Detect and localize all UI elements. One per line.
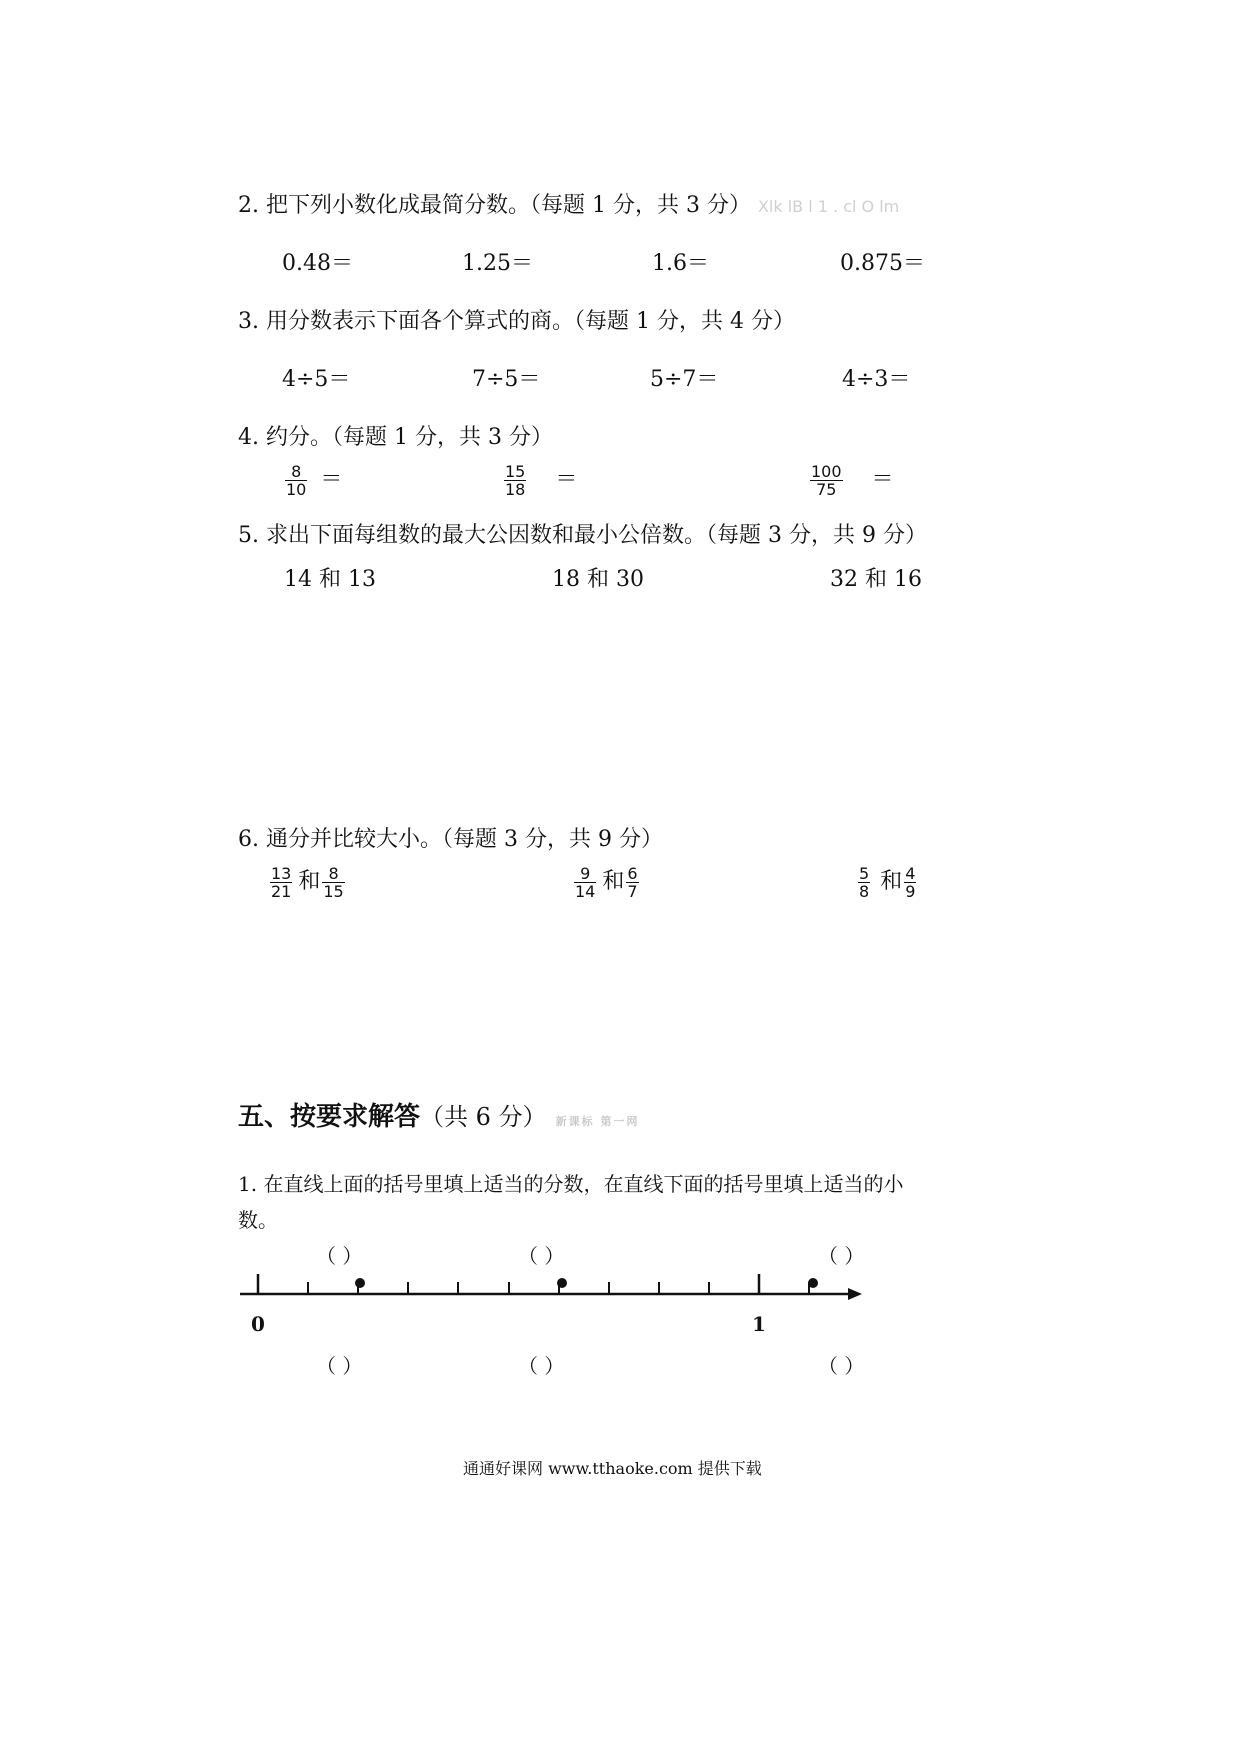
q3-item-1: 4÷5＝	[282, 367, 351, 392]
point-1	[355, 1278, 365, 1288]
fraction: $\frac{9}{14}$	[575, 863, 596, 901]
fraction: $\frac{100}{75}$	[811, 461, 842, 499]
watermark-text: 新课标 第一网	[555, 1115, 640, 1128]
fraction: $\frac{5}{8}$	[859, 863, 870, 901]
answer-bracket-top-2: （ ）	[518, 1244, 565, 1268]
answer-bracket-bottom-2: （ ）	[518, 1354, 565, 1378]
q2-item-4: 0.875＝	[840, 251, 925, 276]
q6-item-3: $\frac{5}{8}$ 和 $\frac{4}{9}$	[859, 863, 916, 901]
answer-bracket-bottom-3: （ ）	[818, 1354, 865, 1378]
q3-item-3: 5÷7＝	[650, 367, 719, 392]
arrow-head-icon	[848, 1288, 862, 1300]
q3-item-4: 4÷3＝	[842, 367, 911, 392]
footer-text: 通通好课网 www.tthaoke.com 提供下载	[463, 1459, 762, 1478]
fraction: $\frac{13}{21}$	[271, 863, 292, 901]
answer-bracket-top-1: （ ）	[316, 1244, 363, 1268]
fraction: $\frac{6}{7}$	[627, 863, 638, 901]
watermark-text: Xlk lB l 1 . cl O lm	[757, 197, 900, 216]
section-heading: 五、按要求解答（共 6 分） 新课标 第一网	[238, 1102, 640, 1132]
answer-bracket-top-3: （ ）	[818, 1244, 865, 1268]
fraction: $\frac{4}{9}$	[905, 863, 916, 901]
number-line	[230, 1264, 880, 1314]
q2-item-2: 1.25＝	[462, 251, 533, 276]
q4-title: 4. 约分。（每题 1 分，共 3 分）	[238, 425, 553, 450]
fraction: $\frac{15}{18}$	[505, 461, 526, 499]
q5-item-1: 14 和 13	[284, 567, 376, 592]
q4-item-1: $\frac{8}{10}$ ＝	[286, 461, 343, 499]
q4-item-3: $\frac{100}{75}$ ＝	[811, 461, 894, 499]
section5-q1-line2: 数。	[238, 1208, 278, 1232]
answer-bracket-bottom-1: （ ）	[316, 1354, 363, 1378]
point-3	[808, 1278, 818, 1288]
q3-item-2: 7÷5＝	[472, 367, 541, 392]
q5-title: 5. 求出下面每组数的最大公因数和最小公倍数。（每题 3 分，共 9 分）	[238, 523, 927, 548]
q6-item-2: $\frac{9}{14}$ 和 $\frac{6}{7}$	[575, 863, 638, 901]
fraction: $\frac{8}{15}$	[323, 863, 344, 901]
q4-item-2: $\frac{15}{18}$ ＝	[505, 461, 578, 499]
q5-item-2: 18 和 30	[552, 567, 644, 592]
fraction: $\frac{8}{10}$	[286, 461, 307, 499]
point-2	[557, 1278, 567, 1288]
q2-title: 2. 把下列小数化成最简分数。（每题 1 分，共 3 分） Xlk lB l 1 . cl O lm	[238, 193, 900, 218]
section5-q1-line1: 1. 在直线上面的括号里填上适当的分数，在直线下面的括号里填上适当的小	[238, 1172, 904, 1196]
q6-item-1: $\frac{13}{21}$ 和 $\frac{8}{15}$	[271, 863, 344, 901]
q5-item-3: 32 和 16	[830, 567, 922, 592]
label-one: 1	[752, 1312, 766, 1336]
q6-title: 6. 通分并比较大小。（每题 3 分，共 9 分）	[238, 827, 663, 852]
label-zero: 0	[251, 1312, 265, 1336]
q3-title: 3. 用分数表示下面各个算式的商。（每题 1 分，共 4 分）	[238, 309, 795, 334]
q2-item-1: 0.48＝	[282, 251, 353, 276]
q2-item-3: 1.6＝	[652, 251, 709, 276]
